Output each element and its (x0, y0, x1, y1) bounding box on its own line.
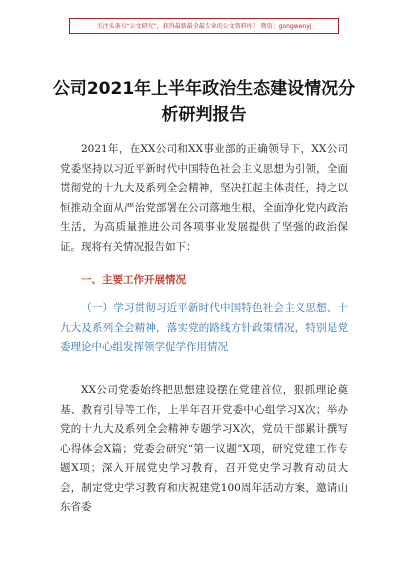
body-paragraph (60, 381, 348, 518)
subsection-heading-text: （一）学习贯彻习近平新时代中国特色社会主义思想、十九大及系列全会精神，落实党的路线方针政策情况，特别是党委理论中心组发挥领学促学作用情况 (60, 302, 348, 353)
subsection-heading (60, 299, 348, 358)
header-banner: 关注头条号“公文研究”，获得最新最全最专业的公文资料库！ 微信：gongwenyj (69, 18, 339, 34)
intro-paragraph (60, 140, 348, 257)
body-text: XX公司党委始终把思想建设摆在党建首位，狠抓理论奠基、教育引导等工作，上半年召开党委中心组学习X次；举办党的十九大及系列全会精神专题学习X次，党员干部累计撰写心得体会X篇；党委会研究“第一议题”X项，研究党建工作专题X项；深入开展党史学习教育，召开党史学习教育动员大会，制定党史学习教育和庆祝建党100周年活动方案，邀请山东省委 (60, 384, 348, 513)
section-heading-text: 一、主要工作开展情况 (81, 274, 186, 286)
document-title: 公司2021年上半年政治生态建设情况分析研判报告 (52, 79, 356, 125)
section-heading (60, 271, 348, 289)
intro-text: 2021年，在XX公司和XX事业部的正确领导下，XX公司党委坚持以习近平新时代中国特色社会主义思想为引领，全面贯彻党的十九大及系列全会精神，坚决扛起主体责任，持之以恒推动全面从严治党部署在公司落地生根，全面净化党内政治生活，为高质量推进公司各项事业发展提供了坚强的政治保证。现将有关情况报告如下： (60, 143, 348, 253)
